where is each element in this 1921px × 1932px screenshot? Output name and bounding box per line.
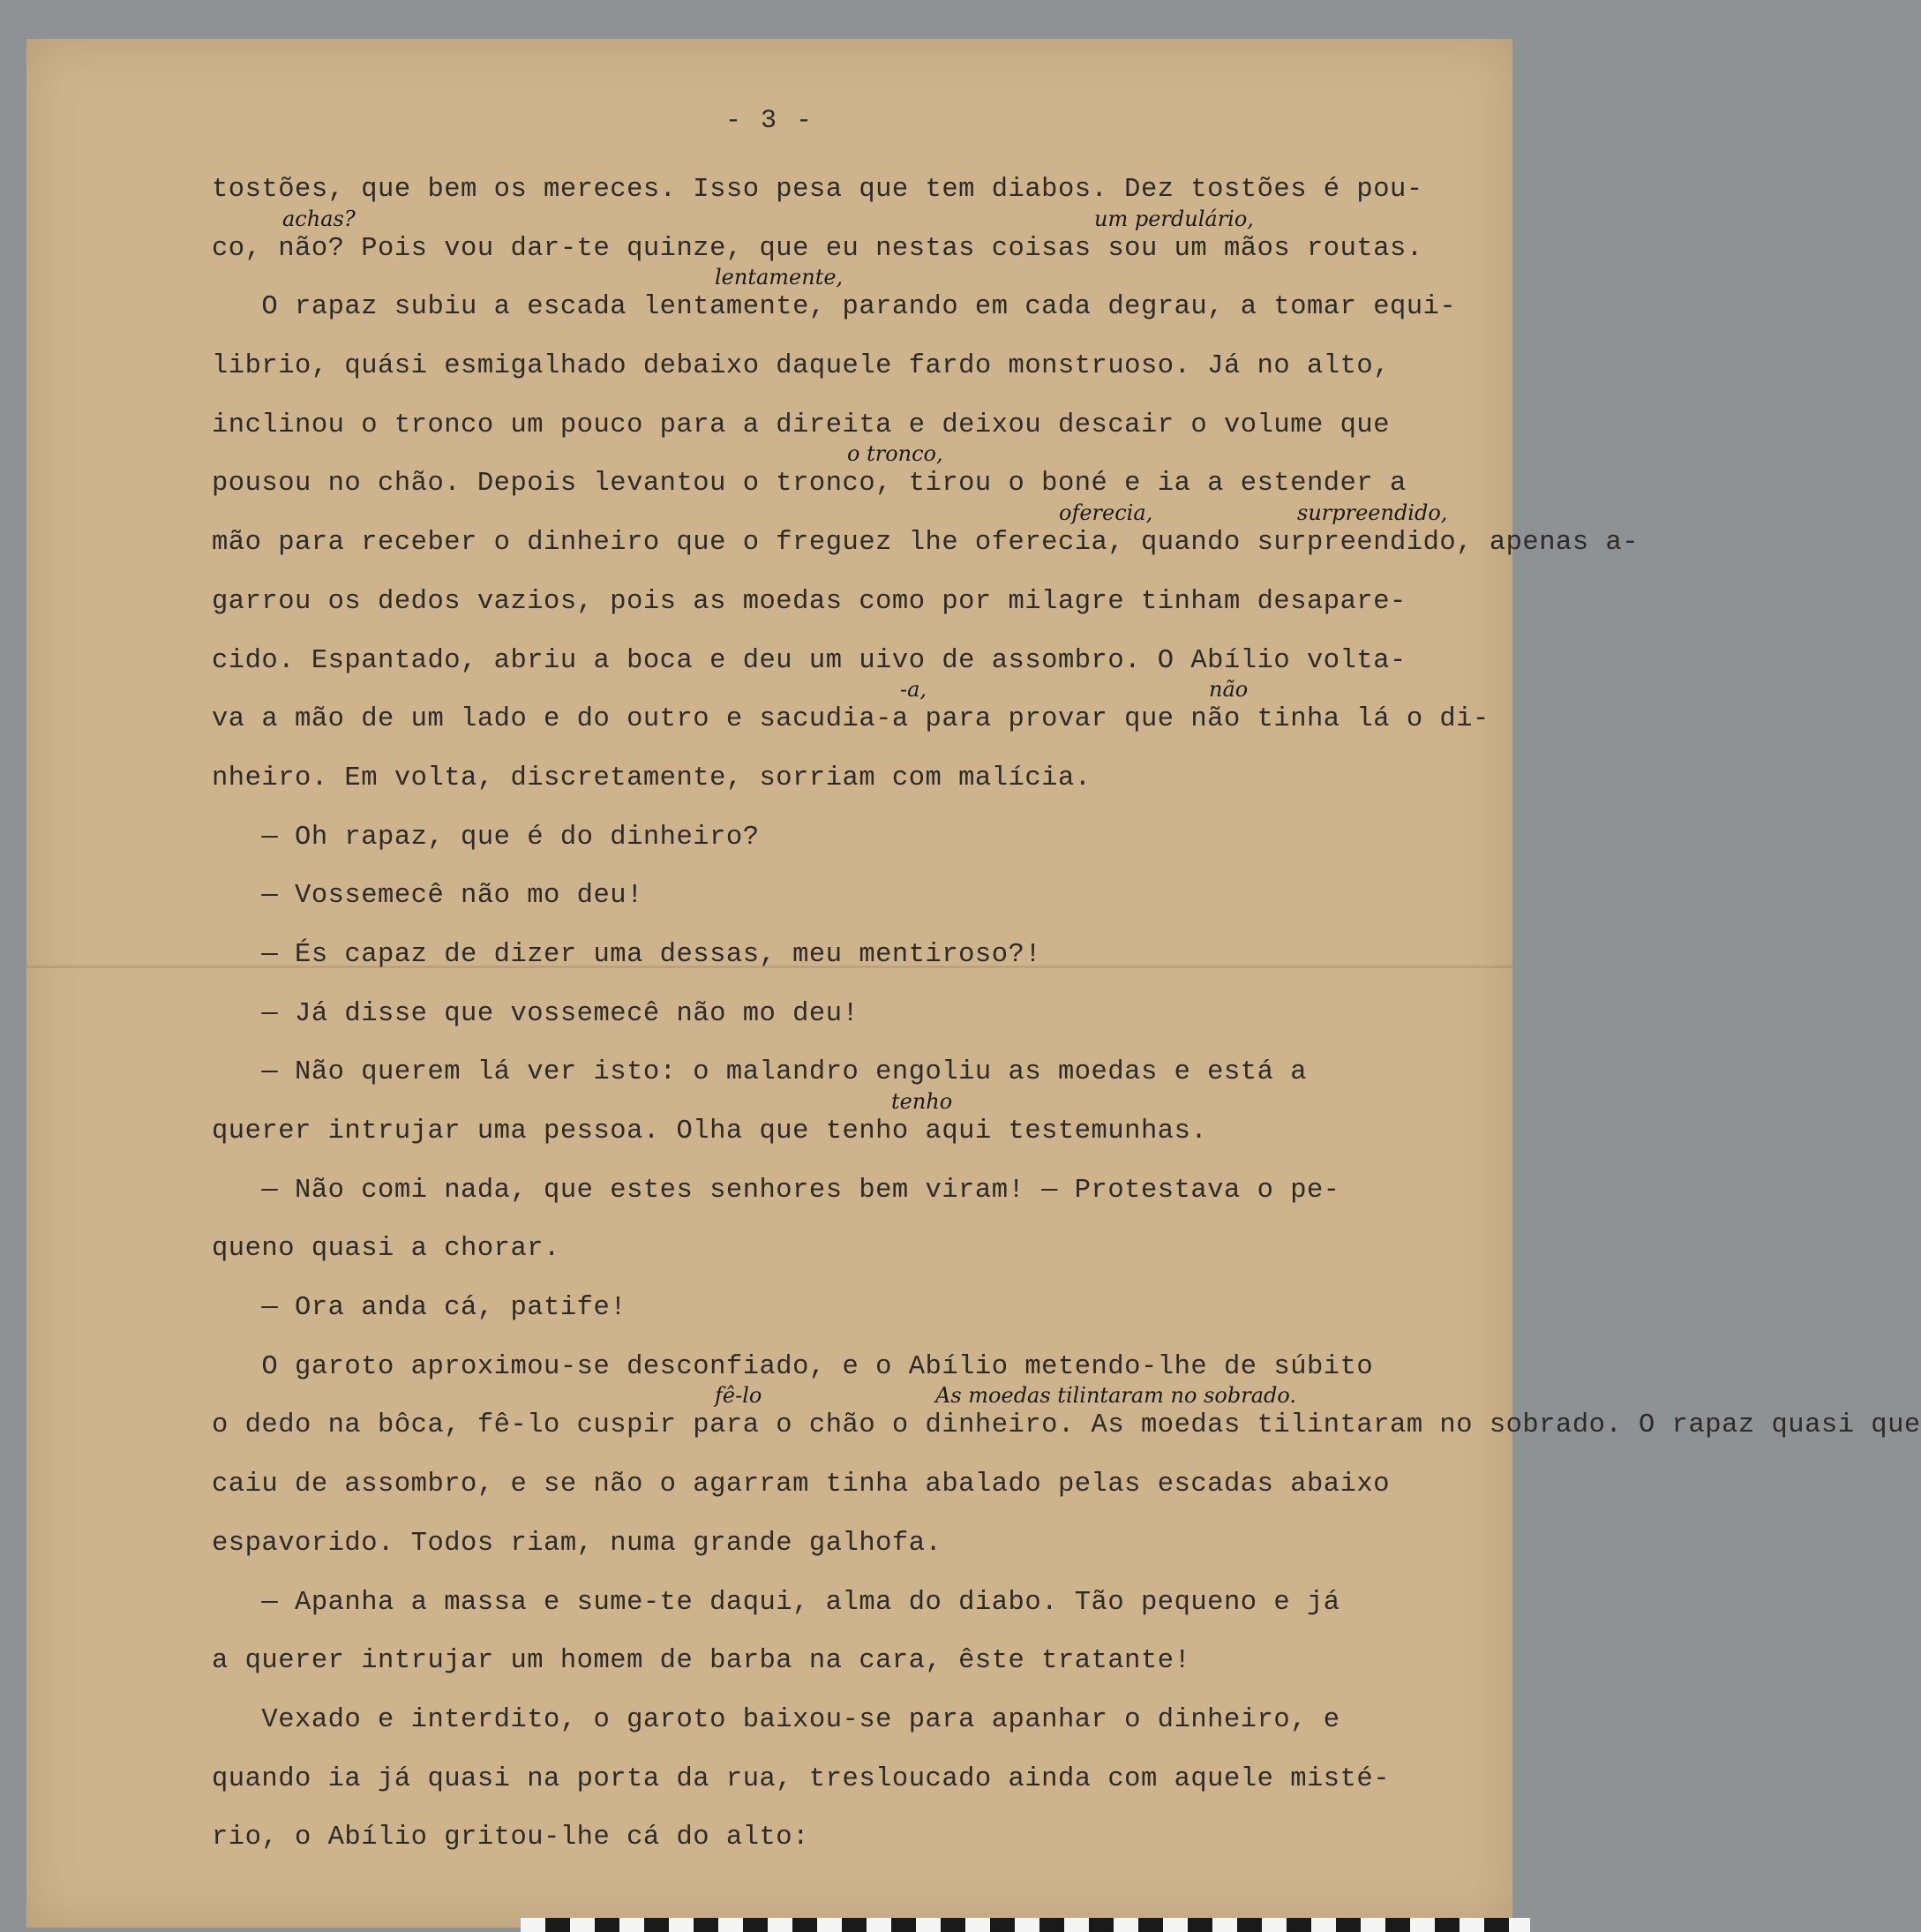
text-line xyxy=(212,1750,1527,1809)
text-line xyxy=(212,867,1527,926)
line-text: queno quasi a chorar. xyxy=(212,1234,560,1265)
line-text: — Vossemecê não mo deu! xyxy=(212,881,643,912)
text-line xyxy=(212,1632,1527,1691)
text-line xyxy=(212,677,1527,749)
line-text: — Já disse que vossemecê não mo deu! xyxy=(212,998,859,1029)
text-line xyxy=(212,161,1527,220)
text-line xyxy=(212,1279,1527,1338)
text-line xyxy=(212,206,1527,279)
text-line xyxy=(212,632,1527,691)
line-text: nheiro. Em volta, discretamente, sorriam com malícia. xyxy=(212,763,1092,793)
line-text: — Oh rapaz, que é do dinheiro? xyxy=(212,822,760,853)
text-line xyxy=(212,1383,1921,1455)
line-text: — Apanha a massa e sume-te daqui, alma do diabo. Tão pequeno e já xyxy=(212,1587,1340,1618)
line-text: — És capaz de dizer uma dessas, meu mentiroso?! xyxy=(212,939,1042,970)
text-line xyxy=(212,265,1527,337)
text-line xyxy=(212,808,1527,868)
handwritten-insertion: oferecia, xyxy=(1059,500,1153,526)
line-text: rio, o Abílio gritou-lhe cá do alto: xyxy=(212,1823,809,1853)
text-line xyxy=(212,1574,1527,1633)
line-text: librio, quási esmigalhado debaixo daquele fardo monstruoso. Já no alto, xyxy=(212,351,1391,382)
handwritten-insertion: um perdulário, xyxy=(1094,206,1254,231)
line-text: va a mão de um lado e do outro e sacudia-a para provar que não tinha lá o di- xyxy=(212,704,1490,735)
line-text: cido. Espantado, abriu a boca e deu um uivo de assombro. O Abílio volta- xyxy=(212,645,1407,676)
text-line xyxy=(212,926,1527,985)
handwritten-insertion: fê-lo xyxy=(715,1383,762,1409)
line-text: garrou os dedos vazios, pois as moedas como por milagre tinham desapare- xyxy=(212,586,1407,617)
text-line xyxy=(212,573,1527,632)
text-line xyxy=(212,1043,1527,1102)
text-line xyxy=(212,500,1640,573)
line-text: a querer intrujar um homem de barba na cara, êste tratante! xyxy=(212,1646,1191,1677)
line-text: caiu de assombro, e se não o agarram tinha abalado pelas escadas abaixo xyxy=(212,1470,1391,1500)
line-text: quando ia já quasi na porta da rua, tresloucado ainda com aquele misté- xyxy=(212,1763,1391,1794)
handwritten-insertion: -a, xyxy=(900,677,927,703)
typed-page xyxy=(26,39,1921,1928)
line-text: Vexado e interdito, o garoto baixou-se para apanhar o dinheiro, e xyxy=(212,1704,1340,1735)
line-text: O garoto aproximou-se desconfiado, e o Abílio metendo-lhe de súbito xyxy=(212,1351,1374,1382)
handwritten-insertion: lentamente, xyxy=(715,265,844,290)
page-number: - 3 - xyxy=(724,106,814,136)
text-line xyxy=(212,1808,1527,1868)
line-text: mão para receber o dinheiro que o freguez lhe oferecia, quando surpreendido, apenas a- xyxy=(212,528,1640,559)
text-line xyxy=(212,1691,1527,1750)
handwritten-insertion: tenho xyxy=(891,1089,953,1114)
line-text: tostões, que bem os mereces. Isso pesa que tem diabos. Dez tostões é pou- xyxy=(212,175,1423,205)
scan-color-ruler xyxy=(521,1918,1530,1932)
text-line xyxy=(212,1089,1527,1161)
handwritten-insertion: o tronco, xyxy=(847,441,943,467)
line-text: querer intrujar uma pessoa. Olha que tenho aqui testemunhas. xyxy=(212,1116,1208,1146)
handwritten-insertion: não xyxy=(1209,677,1249,703)
text-line xyxy=(212,749,1527,808)
handwritten-insertion: surpreendido, xyxy=(1297,500,1448,526)
text-line xyxy=(212,1220,1527,1279)
line-text: co, não? Pois vou dar-te quinze, que eu nestas coisas sou um mãos routas. xyxy=(212,233,1423,264)
text-line xyxy=(212,1161,1527,1221)
text-line xyxy=(212,1515,1527,1574)
line-text: O rapaz subiu a escada lentamente, parando em cada degrau, a tomar equi- xyxy=(212,292,1457,323)
handwritten-insertion: As moedas tilintaram no sobrado. xyxy=(935,1383,1297,1409)
text-line xyxy=(212,1338,1527,1397)
typed-text xyxy=(212,161,1921,1868)
line-text: inclinou o tronco um pouco para a direita e deixou descair o volume que xyxy=(212,410,1391,440)
line-text: — Não querem lá ver isto: o malandro engoliu as moedas e está a xyxy=(212,1057,1307,1088)
line-text: — Ora anda cá, patife! xyxy=(212,1293,627,1324)
handwritten-insertion: achas? xyxy=(282,206,356,231)
text-line xyxy=(212,1455,1527,1515)
text-line xyxy=(212,985,1527,1044)
text-line xyxy=(212,337,1527,396)
line-text: o dedo na bôca, fê-lo cuspir para o chão o dinheiro. As moedas tilintaram no sobrado. O rapaz quasi que xyxy=(212,1410,1921,1441)
line-text: pousou no chão. Depois levantou o tronco, tirou o boné e ia a estender a xyxy=(212,469,1407,500)
line-text: — Não comi nada, que estes senhores bem viram! — Protestava o pe- xyxy=(212,1175,1340,1206)
line-text: espavorido. Todos riam, numa grande galhofa. xyxy=(212,1528,942,1559)
